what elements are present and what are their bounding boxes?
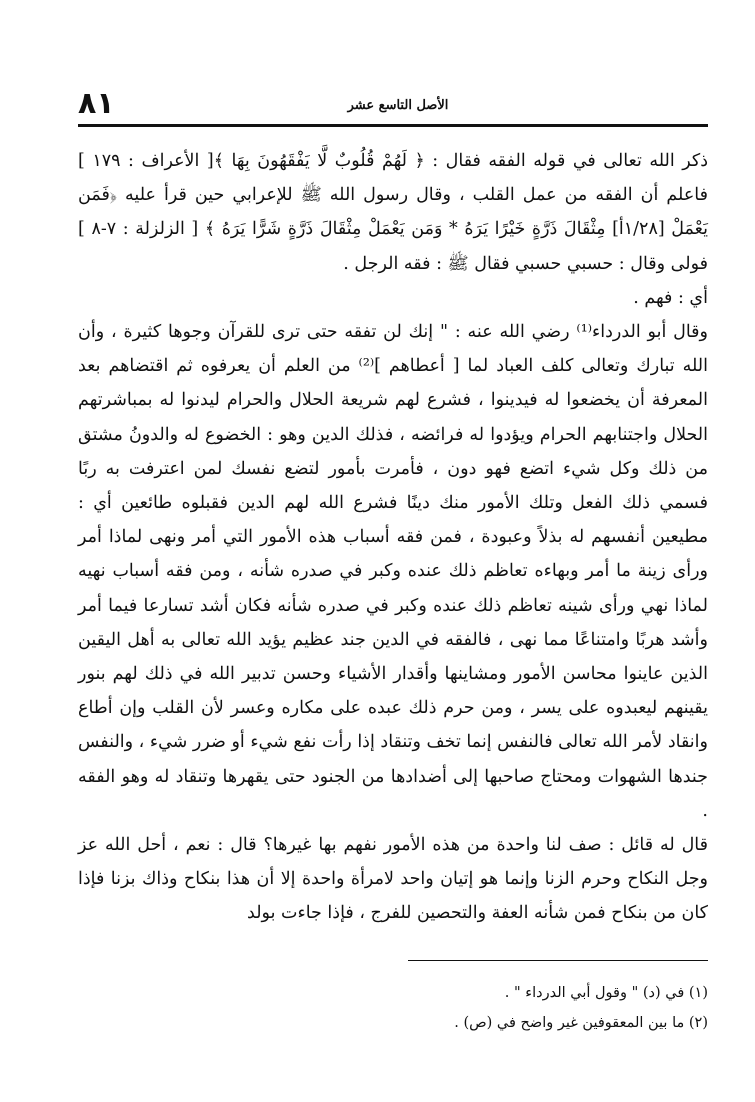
page-header: [78, 82, 708, 124]
paragraph: ذكر الله تعالى في قوله الفقه فقال : ﴿ لَهُمْ قُلُوبٌ لَّا يَفْقَهُونَ بِهَا ﴾[ الأعراف : ١٧٩ ] فاعلم أن الفقه من عمل القلب ، وقال رسول الله ﷺ للإعرابي حين قرأ عليه ﴿فَمَن يَعْمَلْ [١/٢٨أ] مِثْقَالَ ذَرَّةٍ خَيْرًا يَرَهُ * وَمَن يَعْمَلْ مِثْقَالَ ذَرَّةٍ شَرًّا يَرَهُ ﴾ [ الزلزلة : ٧-٨ ] فولى وقال : حسبي حسبي فقال ﷺ : فقه الرجل .: [78, 151, 708, 274]
footnotes: [78, 978, 708, 1038]
running-title: الأصل التاسع عشر: [347, 98, 449, 113]
footnote: (١) في (د) " وقول أبي الدرداء " .: [504, 985, 708, 1001]
header-divider: [78, 124, 708, 127]
paragraph: وقال أبو الدرداء⁽¹⁾ رضي الله عنه : " إنك لن تفقه حتى ترى للقرآن وجوها كثيرة ، وأن الله تبارك وتعالى كلف العباد لما [ أعطاهم ]⁽²⁾ من العلم أن يعرفوه ثم اقتضاهم بعد المعرفة أن يخضعوا له فيدينوا ، فشرع لهم شريعة الحلال والحرام ليدنوا له بمباشرتهم الحلال واجتنابهم الحرام ويؤدوا له فرائضه ، فذلك الدين وهو : الخضوع له والدونُ مشتق من ذلك وكل شيء اتضع فهو دون ، فأمرت بأمور لتضع نفسك لمن اعترفت به ربًا فسمي ذلك الفعل وتلك الأمور منك دينًا فشرع الله لهم الدين فقبلوه طائعين أي : مطيعين أنفسهم له بذلاً وعبودة ، فمن فقه أسباب هذه الأمور التي أمر ونهى لماذا أمر ورأى زينة ما أمر وبهاءه تعاظم ذلك عنده وكبر في صدره شأنه ، ومن فقه أسباب نهيه لماذا نهي ورأى شينه تعاظم ذلك عنده وكبر في صدره شأنه فكان أشد تسارعا فيما أمر وأشد هربًا وامتناعًا مما نهى ، فالفقه في الدين جند عظيم يؤيد الله تعالى به أهل اليقين الذين عاينوا محاسن الأمور ومشاينها وأقدار الأشياء وحسن تدبير الله في ذلك لهم بنور يقينهم ليعبدوه على يسر ، ومن حرم ذلك عبده على مكاره وعسر لأن القلب وإن أطاع وانقاد لأمر الله تعالى فالنفس إنما تخف وتنقاد إذا رأت نفع شيء أو ضرر شيء ، والنفس جندها الشهوات ومحتاج صاحبها إلى أضدادها من الجنود حتى يقهرها وتنقاد له وهو الفقه .: [78, 322, 708, 821]
page-number: ٨١: [78, 86, 115, 121]
footnote: (٢) ما بين المعقوفين غير واضح في (ص) .: [454, 1015, 708, 1031]
paragraph: قال له قائل : صف لنا واحدة من هذه الأمور نفهم بها غيرها؟ قال : نعم ، أحل الله عز وجل النكاح وحرم الزنا وإنما هو إتيان واحد لامرأة واحدة إلا أن هذا بنكاح وذاك بزنا فإذا كان من بنكاح فمن شأنه العفة والتحصين للفرج ، فإذا جاءت بولد: [78, 835, 708, 924]
footnote-divider: [408, 960, 708, 961]
body-text: [78, 144, 708, 931]
paragraph: أي : فهم .: [633, 287, 708, 308]
